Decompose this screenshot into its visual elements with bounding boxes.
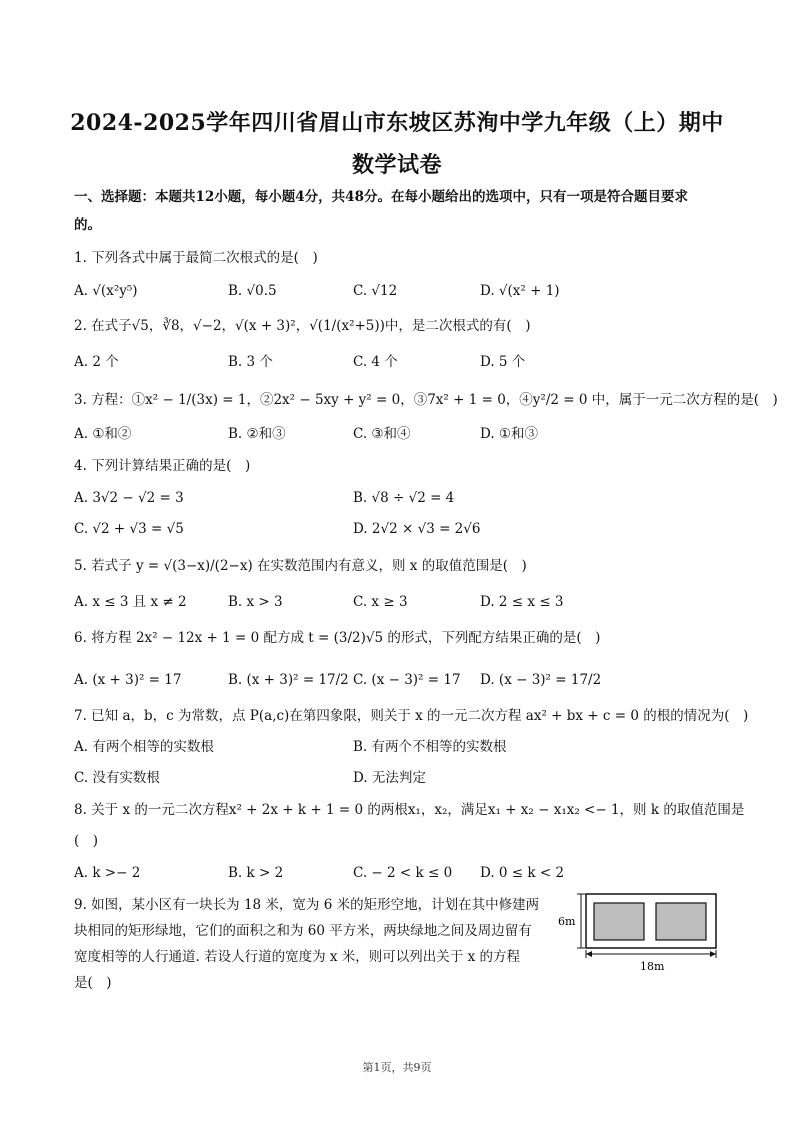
question-3-stem: 3. 方程：①x² − 1/(3x) = 1，②2x² − 5xy + y² = 0，③7x² + 1 = 0，④y²/2 = 0 中，属于一元二次方程的是( ) <box>74 392 778 408</box>
option-c: C. √12 <box>353 283 398 299</box>
height-label: 6m <box>558 915 576 928</box>
green-plot-right <box>656 903 706 940</box>
section-instructions-cont: 的。 <box>74 217 101 233</box>
option-a: A. 3√2 − √2 = 3 <box>74 490 184 506</box>
question-1-options <box>74 281 734 301</box>
option-d: D. 2 ≤ x ≤ 3 <box>480 594 564 610</box>
question-8-stem: 8. 关于 x 的一元二次方程x² + 2x + k + 1 = 0 的两根x₁，x₂，满足x₁ + x₂ − x₁x₂ <− 1，则 k 的取值范围是 <box>74 802 745 818</box>
question-7-stem: 7. 已知 a，b，c 为常数，点 P(a,c)在第四象限，则关于 x 的一元二次方程 ax² + bx + c = 0 的根的情况为( ) <box>74 708 749 724</box>
option-c: C. √2 + √3 = √5 <box>74 521 184 537</box>
question-5-options <box>74 592 734 612</box>
option-c: C. ③和④ <box>353 426 411 442</box>
question-8-options <box>74 863 734 883</box>
question-6-stem: 6. 将方程 2x² − 12x + 1 = 0 配方成 t = (3/2)√5 的形式，下列配方结果正确的是( ) <box>74 630 601 646</box>
question-5-stem: 5. 若式子 y = √(3−x)/(2−x) 在实数范围内有意义，则 x 的取值范围是( ) <box>74 558 527 574</box>
section-instructions: 一、选择题：本题共12小题，每小题4分，共48分。在每小题给出的选项中，只有一项是符合题目要求 <box>74 189 688 205</box>
option-a: A. ①和② <box>74 426 132 442</box>
question-4-options-row2 <box>74 519 734 539</box>
option-a: A. k >− 2 <box>74 865 141 881</box>
exam-subtitle: 数学试卷 <box>351 152 442 178</box>
option-b: B. 3 个 <box>228 354 273 370</box>
question-9-text <box>74 892 544 996</box>
option-a: A. √(x²y⁵) <box>74 283 138 299</box>
option-c: C. x ≥ 3 <box>353 594 408 610</box>
question-9-line: 块相同的矩形绿地，它们的面积之和为 60 平方米，两块绿地之间及周边留有 <box>74 923 532 939</box>
green-plot-left <box>594 903 644 940</box>
option-a: A. 2 个 <box>74 354 119 370</box>
question-7-options-row1 <box>74 737 734 757</box>
question-2-stem: 2. 在式子√5，∛8，√−2，√(x + 3)²，√(1/(x²+5))中，是二次根式的有( ) <box>74 318 531 334</box>
option-b: B. 有两个不相等的实数根 <box>353 739 507 755</box>
option-c: C. 4 个 <box>353 354 398 370</box>
option-b: B. ②和③ <box>228 426 286 442</box>
option-b: B. k > 2 <box>228 865 284 881</box>
option-a: A. x ≤ 3 且 x ≠ 2 <box>74 594 187 610</box>
option-d: D. (x − 3)² = 17/2 <box>480 672 602 688</box>
option-d: D. 无法判定 <box>353 770 426 786</box>
question-9-line: 宽度相等的人行通道. 若设人行道的宽度为 x 米，则可以列出关于 x 的方程 <box>74 949 520 965</box>
option-a: A. 有两个相等的实数根 <box>74 739 214 755</box>
option-d: D. 0 ≤ k < 2 <box>480 865 565 881</box>
question-4-stem: 4. 下列计算结果正确的是( ) <box>74 458 251 474</box>
exam-title: 2024-2025学年四川省眉山市东坡区苏洵中学九年级（上）期中 <box>70 110 724 136</box>
option-d: D. 5 个 <box>480 354 526 370</box>
option-b: B. √0.5 <box>228 283 277 299</box>
option-d: D. 2√2 × √3 = 2√6 <box>353 521 481 537</box>
page-footer: 第1页，共9页 <box>362 1061 432 1074</box>
question-9-figure <box>556 890 726 980</box>
option-a: A. (x + 3)² = 17 <box>74 672 182 688</box>
option-b: B. x > 3 <box>228 594 283 610</box>
option-c: C. − 2 < k ≤ 0 <box>353 865 453 881</box>
question-6-options <box>74 670 734 690</box>
option-b: B. √8 ÷ √2 = 4 <box>353 490 455 506</box>
question-2-options <box>74 352 734 372</box>
question-1-stem: 1. 下列各式中属于最简二次根式的是( ) <box>74 250 318 266</box>
question-9-line: 是( ) <box>74 975 112 991</box>
option-c: C. (x − 3)² = 17 <box>353 672 461 688</box>
question-4-options-row1 <box>74 488 734 508</box>
option-c: C. 没有实数根 <box>74 770 160 786</box>
question-9-line: 9. 如图，某小区有一块长为 18 米，宽为 6 米的矩形空地，计划在其中修建两 <box>74 897 540 913</box>
question-7-options-row2 <box>74 768 734 788</box>
option-d: D. ①和③ <box>480 426 539 442</box>
width-label: 18m <box>640 960 665 973</box>
option-d: D. √(x² + 1) <box>480 283 560 299</box>
question-8-stem-cont: ( ) <box>74 833 99 849</box>
option-b: B. (x + 3)² = 17/2 <box>228 672 349 688</box>
question-3-options <box>74 424 734 444</box>
